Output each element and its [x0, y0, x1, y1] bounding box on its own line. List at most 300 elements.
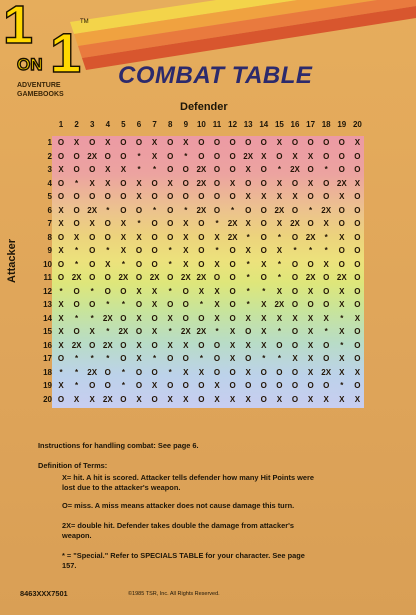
table-cell: X [276, 313, 283, 323]
table-cell: O [73, 192, 80, 201]
table-cell: X [323, 259, 329, 269]
table-cell: X [323, 394, 329, 404]
table-cell: O [198, 259, 205, 269]
table-cell: X [151, 138, 158, 147]
table-cell: X [151, 286, 158, 296]
table-cell: O [57, 192, 65, 201]
table-cell: O [213, 151, 221, 161]
table-cell: O [182, 178, 189, 188]
table-cell: O [167, 165, 174, 174]
table-cell: 2X [196, 178, 207, 188]
column-header-4: 4 [105, 120, 111, 129]
table-cell: O [73, 219, 80, 228]
table-cell: * [106, 300, 110, 309]
table-cell: O [57, 354, 65, 363]
table-cell: * [168, 286, 172, 296]
page-title: COMBAT TABLE [118, 62, 313, 89]
row-header-10: 10 [43, 259, 52, 269]
table-row-4 [38, 177, 364, 191]
table-cell: X [105, 178, 111, 188]
table-cell: O [167, 151, 174, 161]
row-header-5: 5 [47, 192, 52, 201]
table-cell: * [277, 354, 281, 363]
table-cell: O [323, 381, 330, 390]
table-row-19 [38, 379, 364, 393]
table-cell: O [323, 192, 330, 201]
table-cell: O [104, 192, 111, 201]
table-row-5 [38, 190, 364, 204]
table-cell: O [213, 138, 221, 147]
table-cell: X [89, 178, 95, 188]
table-cell: O [182, 300, 189, 309]
table-cell: X [276, 246, 283, 255]
table-cell: * [168, 259, 172, 269]
table-cell: O [354, 165, 361, 174]
table-cell: O [89, 192, 96, 201]
table-cell: 2X [336, 273, 347, 282]
table-cell: O [104, 286, 111, 296]
table-cell: X [245, 219, 251, 228]
table-cell: X [323, 219, 329, 228]
table-cell: * [246, 286, 250, 296]
table-cell: O [120, 313, 127, 323]
table-cell: X [58, 246, 64, 255]
table-cell: X [292, 192, 298, 201]
table-cell: * [277, 232, 281, 242]
table-cell: O [198, 232, 205, 242]
table-cell: * [184, 151, 188, 161]
table-cell: O [167, 273, 174, 282]
table-cell: X [183, 138, 189, 147]
table-cell: X [229, 327, 236, 336]
column-header-13: 13 [243, 120, 253, 129]
column-header-2: 2 [74, 120, 79, 129]
definition-double-hit [62, 521, 362, 541]
table-cell: O [135, 246, 143, 255]
table-cell: X [276, 178, 283, 188]
table-cell: O [354, 246, 361, 255]
table-row-11 [38, 271, 364, 285]
table-cell: O [104, 381, 111, 390]
table-cell: X [58, 219, 64, 228]
table-cell: X [307, 340, 314, 350]
table-cell: * [137, 219, 141, 228]
table-cell: O [73, 286, 80, 296]
table-cell: 2X [71, 340, 82, 350]
table-cell: O [57, 151, 65, 161]
table-cell: X [307, 178, 314, 188]
table-cell: X [214, 300, 220, 309]
table-cell: 2X [305, 232, 316, 242]
table-cell: O [167, 192, 174, 201]
table-cell: X [151, 327, 158, 336]
table-cell: O [291, 273, 299, 282]
table-row-13 [38, 298, 364, 312]
column-header-19: 19 [337, 120, 347, 129]
table-cell: O [291, 340, 299, 350]
table-cell: O [73, 327, 80, 336]
table-cell: O [213, 273, 221, 282]
table-cell: O [245, 354, 252, 363]
table-cell: X [214, 381, 220, 390]
table-cell: O [229, 367, 236, 377]
table-cell: O [135, 367, 143, 377]
row-header-20: 20 [43, 394, 52, 404]
row-header-7: 7 [47, 219, 52, 228]
table-cell: O [89, 246, 96, 255]
table-cell: 2X [180, 273, 191, 282]
table-cell: 2X [321, 205, 332, 215]
table-cell: X [339, 327, 345, 336]
table-cell: O [151, 192, 158, 201]
table-cell: O [135, 381, 143, 390]
table-cell: * [75, 178, 79, 188]
definition-special-line1: * = "Special." Refer to SPECIALS TABLE for your character. See page [62, 551, 305, 560]
table-cell: 2X [321, 367, 332, 377]
table-cell: O [89, 138, 96, 147]
table-cell: O [120, 394, 127, 404]
logo-numeral-one: 1 [3, 0, 34, 55]
table-cell: * [277, 327, 281, 336]
table-cell: O [182, 286, 189, 296]
table-cell: O [354, 327, 361, 336]
table-cell: X [307, 354, 314, 363]
table-cell: O [151, 394, 158, 404]
copyright-notice: ©1985 TSR, Inc. All Rights Reserved. [128, 591, 220, 597]
table-cell: O [354, 300, 361, 309]
table-cell: O [57, 259, 65, 269]
table-cell: O [57, 232, 65, 242]
table-cell: O [73, 165, 80, 174]
table-cell: O [338, 259, 345, 269]
table-cell: X [136, 178, 142, 188]
table-cell: O [276, 151, 283, 161]
table-cell: X [276, 219, 283, 228]
table-cell: X [307, 313, 314, 323]
table-cell: X [89, 327, 95, 336]
table-cell: O [151, 219, 158, 228]
attacker-axis-label: Attacker [6, 238, 18, 283]
table-cell: * [121, 300, 125, 309]
table-cell: O [229, 300, 236, 309]
table-cell: X [245, 246, 251, 255]
row-header-1: 1 [47, 138, 52, 147]
table-cell: O [167, 300, 174, 309]
column-header-11: 11 [212, 120, 222, 129]
table-cell: O [229, 313, 236, 323]
table-cell: O [291, 138, 299, 147]
table-cell: O [167, 138, 174, 147]
table-cell: O [89, 232, 96, 242]
column-header-6: 6 [136, 120, 142, 129]
column-header-15: 15 [274, 120, 284, 129]
table-cell: O [307, 300, 314, 309]
table-cell: * [231, 205, 235, 215]
table-row-18 [38, 366, 364, 380]
table-cell: * [90, 354, 94, 363]
table-cell: 2X [71, 273, 82, 282]
table-cell: 2X [87, 367, 98, 377]
table-cell: X [58, 381, 64, 390]
table-cell: X [214, 259, 220, 269]
table-cell: X [261, 300, 267, 309]
table-cell: * [309, 246, 313, 255]
table-cell: O [338, 205, 345, 215]
table-cell: X [339, 192, 345, 201]
table-cell: X [307, 367, 314, 377]
definition-hit-line1: X= hit. A hit is scored. Attacker tells defender how many Hit Points were [62, 473, 314, 482]
table-cell: O [151, 178, 158, 188]
table-cell: X [183, 246, 189, 255]
row-header-15: 15 [43, 327, 52, 336]
table-cell: X [276, 286, 283, 296]
table-cell: O [338, 219, 345, 228]
table-cell: O [182, 313, 189, 323]
table-cell: O [323, 300, 330, 309]
table-cell: O [229, 246, 236, 255]
table-cell: X [292, 313, 298, 323]
table-row-2 [38, 150, 364, 164]
table-cell: O [229, 273, 236, 282]
table-cell: O [167, 205, 174, 215]
table-cell: O [57, 178, 65, 188]
table-cell: O [135, 205, 143, 215]
column-header-3: 3 [89, 120, 95, 129]
definition-double-hit-line1: 2X= double hit. Defender takes double the damage from attacker's [62, 521, 294, 530]
table-cell: X [183, 232, 189, 242]
table-cell: O [198, 151, 205, 161]
table-cell: 2X [149, 273, 160, 282]
definition-double-hit-line2: weapon. [62, 531, 92, 540]
column-header-7: 7 [152, 120, 157, 129]
table-cell: X [307, 151, 314, 161]
table-cell: X [136, 286, 142, 296]
table-cell: * [246, 300, 250, 309]
table-cell: 2X [196, 273, 207, 282]
table-cell: O [182, 192, 189, 201]
table-cell: X [214, 232, 220, 242]
table-cell: O [167, 219, 174, 228]
table-cell: * [153, 165, 157, 174]
table-cell: * [277, 259, 281, 269]
table-cell: X [136, 232, 142, 242]
table-cell: O [291, 300, 299, 309]
table-cell: * [168, 367, 172, 377]
table-cell: O [198, 246, 205, 255]
table-row-8 [38, 231, 364, 245]
table-cell: X [339, 232, 345, 242]
table-cell: X [276, 394, 283, 404]
table-cell: O [354, 354, 361, 363]
table-cell: O [151, 340, 158, 350]
table-cell: O [245, 138, 252, 147]
table-cell: O [323, 273, 330, 282]
table-cell: 2X [87, 151, 98, 161]
table-cell: O [135, 273, 143, 282]
table-cell: X [105, 165, 111, 174]
table-cell: * [293, 246, 297, 255]
row-header-6: 6 [47, 205, 52, 215]
column-header-5: 5 [121, 120, 126, 129]
product-code: 8463XXX7501 [20, 589, 68, 598]
table-cell: * [90, 286, 94, 296]
table-cell: X [261, 313, 267, 323]
table-cell: 2X [336, 178, 347, 188]
table-cell: * [106, 246, 110, 255]
table-cell: O [120, 178, 127, 188]
table-cell: * [340, 340, 344, 350]
definition-miss [62, 501, 362, 511]
table-cell: O [260, 381, 267, 390]
table-cell: X [292, 151, 298, 161]
table-cell: O [338, 151, 345, 161]
trademark-mark: TM [80, 19, 89, 25]
table-cell: O [291, 394, 299, 404]
table-row-15 [38, 325, 364, 339]
table-cell: * [340, 313, 344, 323]
table-cell: O [167, 381, 174, 390]
table-cell: X [151, 381, 158, 390]
table-row-3 [38, 163, 364, 177]
row-header-14: 14 [43, 313, 52, 323]
table-cell: O [151, 246, 158, 255]
table-cell: X [307, 394, 314, 404]
table-cell: O [104, 232, 111, 242]
table-cell: O [167, 232, 174, 242]
table-cell: O [213, 192, 221, 201]
table-cell: * [262, 286, 266, 296]
table-cell: X [354, 367, 361, 377]
table-cell: X [167, 394, 173, 404]
table-cell: 2X [196, 327, 207, 336]
table-cell: O [213, 178, 221, 188]
definition-special-line2: 157. [62, 561, 77, 570]
table-cell: X [105, 138, 111, 147]
table-cell: * [262, 354, 266, 363]
row-header-17: 17 [43, 354, 52, 363]
table-cell: X [151, 300, 158, 309]
table-cell: 2X [196, 205, 207, 215]
table-cell: O [276, 367, 283, 377]
row-header-11: 11 [43, 273, 52, 282]
column-header-17: 17 [306, 120, 316, 129]
column-header-18: 18 [321, 120, 331, 129]
table-cell: O [73, 151, 80, 161]
row-header-2: 2 [47, 151, 52, 161]
table-cell: X [73, 138, 80, 147]
table-cell: X [229, 340, 236, 350]
table-cell: X [120, 219, 127, 228]
table-cell: X [183, 394, 189, 404]
table-cell: 2X [305, 273, 316, 282]
table-cell: * [277, 273, 281, 282]
table-cell: * [324, 327, 328, 336]
definition-hit-line2: lost due to the attacker's weapon. [62, 483, 181, 492]
table-row-7 [38, 217, 364, 231]
table-cell: O [135, 138, 143, 147]
column-header-14: 14 [259, 120, 269, 129]
table-cell: X [214, 286, 220, 296]
table-cell: * [168, 246, 172, 255]
table-cell: O [354, 259, 361, 269]
table-cell: X [261, 327, 267, 336]
column-header-1: 1 [58, 120, 64, 129]
table-cell: O [354, 232, 361, 242]
table-cell: X [120, 165, 127, 174]
table-cell: X [198, 367, 205, 377]
table-cell: O [151, 232, 158, 242]
table-cell: 2X [290, 219, 300, 228]
table-cell: O [104, 151, 111, 161]
table-cell: O [120, 151, 127, 161]
table-cell: * [340, 381, 344, 390]
table-cell: O [104, 219, 111, 228]
table-cell: O [229, 381, 236, 390]
table-cell: O [229, 259, 236, 269]
table-cell: X [214, 313, 220, 323]
logo-subtitle-gamebooks: GAMEBOOKS [17, 91, 64, 98]
table-cell: 2X [180, 327, 191, 336]
table-cell: X [261, 192, 267, 201]
table-cell: X [73, 232, 80, 242]
table-cell: X [136, 313, 142, 323]
table-cell: X [245, 367, 251, 377]
table-cell: O [213, 165, 221, 174]
table-cell: X [261, 259, 267, 269]
table-cell: X [307, 286, 314, 296]
table-cell: * [75, 313, 79, 323]
table-cell: O [307, 192, 314, 201]
table-cell: X [354, 178, 361, 188]
table-cell: O [323, 178, 330, 188]
table-cell: O [120, 354, 127, 363]
table-cell: O [260, 232, 267, 242]
table-cell: O [245, 381, 252, 390]
column-header-16: 16 [290, 120, 300, 129]
table-cell: O [198, 192, 205, 201]
table-cell: X [105, 259, 111, 269]
table-row-9 [38, 244, 364, 258]
table-cell: O [323, 286, 330, 296]
row-header-3: 3 [47, 165, 52, 174]
table-cell: O [89, 273, 96, 282]
table-cell: X [167, 313, 173, 323]
table-cell: O [229, 286, 236, 296]
table-cell: X [229, 354, 236, 363]
row-header-12: 12 [43, 286, 52, 296]
table-cell: X [245, 165, 251, 174]
table-cell: O [167, 354, 174, 363]
table-cell: X [214, 394, 220, 404]
table-cell: O [182, 381, 189, 390]
table-row-6 [38, 204, 364, 218]
table-cell: O [260, 178, 267, 188]
table-cell: O [338, 165, 345, 174]
table-cell: O [307, 381, 314, 390]
table-cell: 2X [102, 394, 113, 404]
table-cell: X [229, 394, 236, 404]
table-cell: X [58, 327, 64, 336]
table-cell: X [183, 219, 189, 228]
table-cell: X [307, 327, 314, 336]
table-cell: * [168, 327, 172, 336]
table-cell: X [276, 192, 283, 201]
table-cell: O [260, 205, 267, 215]
table-cell: * [153, 354, 157, 363]
column-header-row [38, 120, 364, 133]
table-cell: O [89, 165, 96, 174]
table-cell: O [120, 340, 127, 350]
